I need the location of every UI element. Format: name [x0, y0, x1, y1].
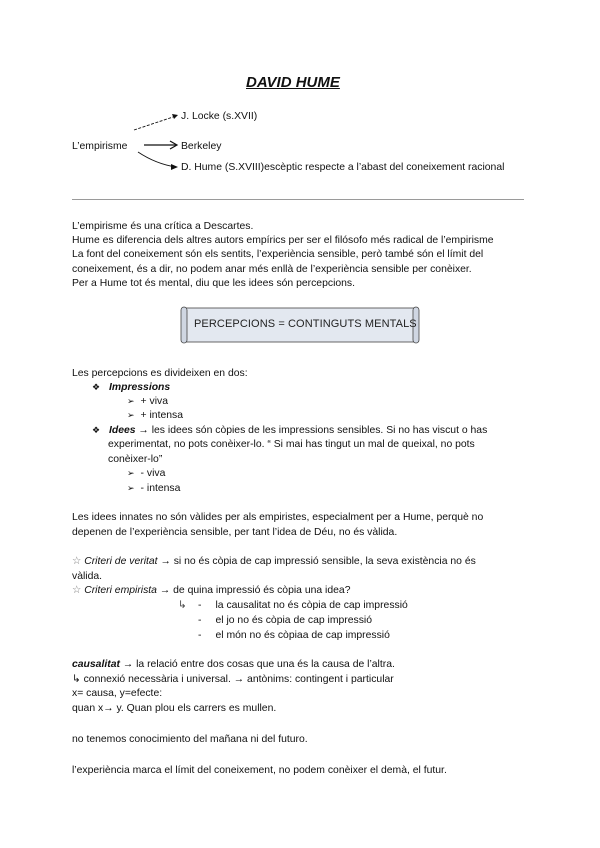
- impression-sub-item: ➢ + intensa: [127, 410, 184, 421]
- criterion-truth: ☆ Criteri de veritat → si no és còpia de cap impressió sensible, la seva existència no és: [72, 556, 476, 567]
- branch-hume: D. Hume (S.XVIII)escèptic respecte a l’abast del coneixement racional: [181, 162, 505, 173]
- intro-line: La font del coneixement són els sentits, l’experiència sensible, però també són el límit del: [72, 249, 484, 260]
- diagram-root: L’empirisme: [72, 141, 128, 152]
- arrowhead-bullet-icon: ➢: [127, 397, 135, 407]
- idea-sub-item: ➢ - viva: [127, 468, 166, 479]
- star-icon: ☆: [72, 556, 82, 567]
- causality-line: ↳ connexió necessària i universal. → antònims: contingent i particular: [72, 674, 394, 685]
- innate-line: depenen de l’experiència sensible, per tant l’idea de Déu, no és vàlida.: [72, 527, 398, 538]
- ideas-text: experimentat, no pots conèixer-lo. “ Si mai has tingut un mal de queixal, no pots: [108, 439, 475, 450]
- closing-line: l’experiència marca el límit del coneixement, no podem conèixer el demà, el futur.: [72, 765, 447, 776]
- criteria-sub-item: - el jo no és còpia de cap impressió: [198, 615, 372, 626]
- closing-line: no tenemos conocimiento del mañana ni del futuro.: [72, 734, 308, 745]
- branch-berkeley: Berkeley: [181, 141, 222, 152]
- intro-line: coneixement, és a dir, no podem anar més enllà de l’experiència sensible per conèixer.: [72, 264, 472, 275]
- perceptions-lead: Les percepcions es divideixen en dos:: [72, 368, 248, 379]
- intro-line: L’empirisme és una crítica a Descartes.: [72, 221, 254, 232]
- idea-sub-item: ➢ - intensa: [127, 483, 181, 494]
- return-arrow-icon: ↳: [178, 600, 187, 611]
- criteria-sub-item: - el món no és còpiaa de cap impressió: [198, 630, 390, 641]
- intro-line: Per a Hume tot és mental, diu que les idees són percepcions.: [72, 278, 356, 289]
- causality-label: causalitat: [72, 659, 120, 670]
- causality-line: quan x→ y. Quan plou els carrers es mullen.: [72, 703, 277, 714]
- ideas-text: → les idees són còpies de les impressions sensibles. Si no has viscut o has: [135, 425, 488, 436]
- ideas-label: Idees: [108, 425, 136, 436]
- star-icon: ☆: [72, 585, 82, 596]
- criterion-empirical-label: Criteri empirista: [84, 585, 157, 596]
- branch-locke: J. Locke (s.XVII): [181, 111, 258, 122]
- banner-text: PERCEPCIONS = CONTINGUTS MENTALS: [194, 318, 417, 330]
- impressions-item: [92, 381, 170, 395]
- criterion-empirical: ☆ Criteri empirista → de quina impressió és còpia una idea?: [72, 585, 351, 596]
- criterion-truth-label: Criteri de veritat: [84, 556, 158, 567]
- criteria-sub-item: - la causalitat no és còpia de cap impressió: [198, 600, 408, 611]
- arrowhead-bullet-icon: ➢: [127, 411, 135, 421]
- ideas-item: [92, 424, 487, 438]
- diamond-bullet-icon: ❖: [92, 426, 101, 436]
- impressions-label: Impressions: [108, 382, 171, 393]
- intro-line: Hume es diferencia dels altres autors empírics per ser el filósofo més radical de l’empirisme: [72, 235, 494, 246]
- ideas-text: conèixer-lo”: [108, 454, 163, 465]
- diagram-arrows: [120, 104, 190, 174]
- innate-line: Les idees innates no són vàlides per als empiristes, especialment per a Hume, perquè no: [72, 512, 484, 523]
- diamond-bullet-icon: ❖: [92, 383, 101, 393]
- causality-line: causalitat → la relació entre dos cosas que una és la causa de l’altra.: [72, 659, 395, 670]
- criterion-truth-text: vàlida.: [72, 571, 103, 582]
- impression-sub-item: ➢ + viva: [127, 396, 168, 407]
- divider: [72, 199, 524, 200]
- page-title: DAVID HUME: [246, 74, 340, 91]
- arrowhead-bullet-icon: ➢: [127, 484, 135, 494]
- causality-line: x= causa, y=efecte:: [72, 688, 163, 699]
- arrowhead-bullet-icon: ➢: [127, 469, 135, 479]
